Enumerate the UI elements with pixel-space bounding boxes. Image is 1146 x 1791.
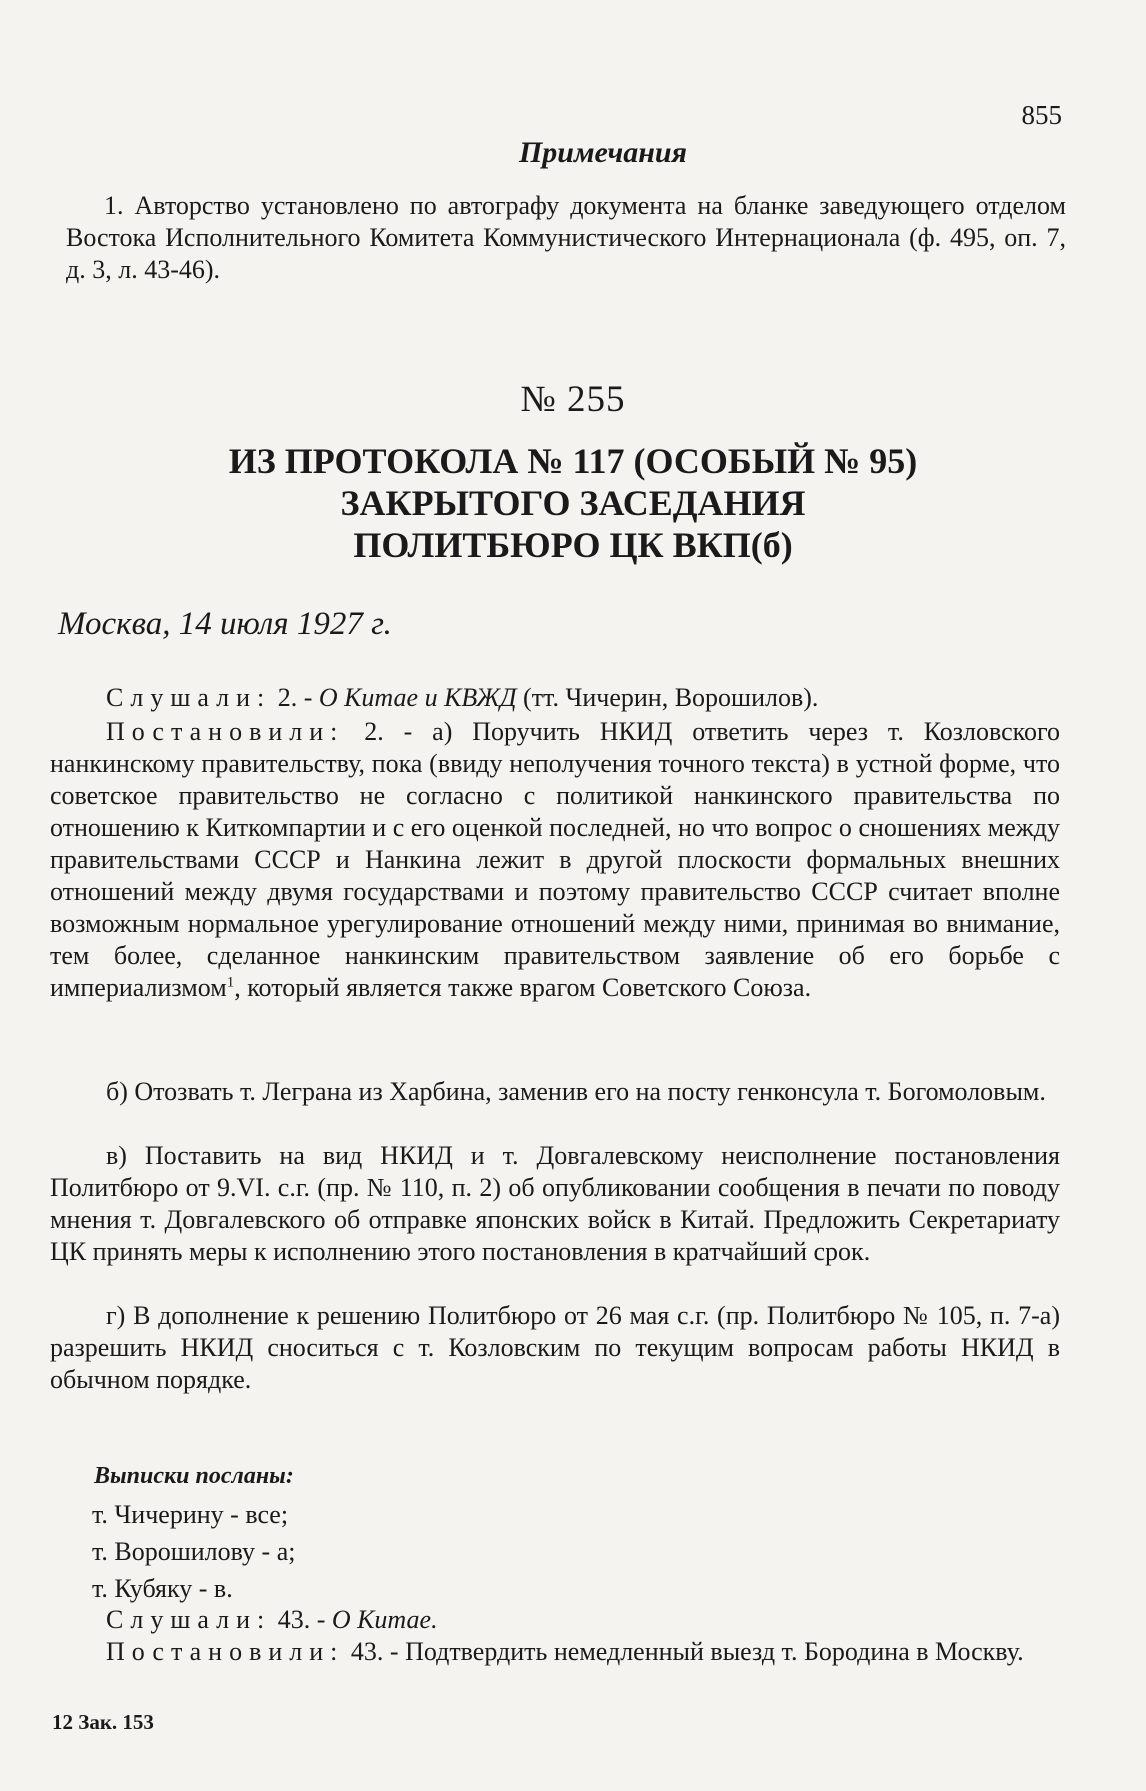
extracts-list: [92, 1496, 295, 1607]
list-item: т. Кубяку - в.: [92, 1574, 233, 1603]
place-date: Москва, 14 июля 1927 г.: [58, 606, 392, 642]
list-item: т. Ворошилову - а;: [92, 1537, 296, 1566]
document-title: [0, 440, 1146, 566]
notes-heading: Примечания: [518, 136, 688, 169]
resolved-label: Постановили:: [106, 717, 345, 746]
title-line: ПОЛИТБЮРО ЦК ВКП(б): [353, 525, 793, 565]
list-item: т. Чичерину - все;: [92, 1500, 289, 1529]
heard-topic: О Китае.: [331, 1605, 438, 1634]
resolution-text-end: , который является также врагом Советского Союза.: [234, 973, 812, 1002]
document-number: № 255: [520, 379, 626, 420]
heard-participants: (тт. Чичерин, Ворошилов).: [523, 683, 819, 712]
heard-number: 43. -: [277, 1605, 326, 1634]
title-line: ЗАКРЫТОГО ЗАСЕДАНИЯ: [340, 483, 806, 523]
note-paragraph: 1. Авторство установлено по автографу документа на бланке заведующего отделом Востока Исполнительного Комитета Коммунистического Интернационала (ф. 495, оп. 7, д. 3, л. 43-46).: [66, 191, 1066, 284]
extracts-heading: Выписки посланы:: [94, 1463, 294, 1489]
heard-label: Слушали:: [106, 1605, 272, 1634]
heard-label: Слушали:: [106, 683, 272, 712]
heard-paragraph: [50, 682, 1060, 714]
resolution-text: 43. - Подтвердить немедленный выезд т. Бородина в Москву.: [350, 1637, 1024, 1666]
resolution-paragraph-a: [50, 716, 1060, 1004]
resolution-paragraph-v: в) Поставить на вид НКИД и т. Довгалевскому неисполнение постановления Политбюро от 9.VI. с.г. (пр. № 110, п. 2) об опубликовании сообщения в печати по поводу мнения т. Довгалевского об отправке японских войск в Китай. Предложить Секретариату ЦК принять меры к исполнению этого постановления в кратчайший срок.: [50, 1141, 1060, 1266]
resolution-text: 2. - а) Поручить НКИД ответить через т. Козловского нанкинскому правительству, пока (ввиду неполучения точного текста) в устной форме, что советское правительство не согласно с политикой нанкинского правительства по отношению к Киткомпартии и с его оценкой последней, но что вопрос о сношениях между правительствами СССР и Нанкина лежит в другой плоскости формальных внешних отношений между двумя государствами и поэтому правительство СССР считает вполне возможным нормальное урегулирование отношений между ними, принимая во внимание, тем более, сделанное нанкинским правительством заявление об его борьбе с империализмом: [50, 717, 1060, 1002]
resolution-paragraph-43: [50, 1636, 1060, 1668]
heard-number: 2. -: [277, 683, 313, 712]
title-line: ИЗ ПРОТОКОЛА № 117 (ОСОБЫЙ № 95): [228, 441, 918, 481]
heard-paragraph-43: [50, 1604, 1060, 1636]
resolution-paragraph-g: г) В дополнение к решению Политбюро от 26 мая с.г. (пр. Политбюро № 105, п. 7-а) разрешить НКИД сноситься с т. Козловским по текущим вопросам работы НКИД в обычном порядке.: [50, 1301, 1060, 1394]
resolved-label: Постановили:: [106, 1637, 345, 1666]
footnote-reference: 1: [226, 974, 235, 991]
printing-mark: 12 Зак. 153: [52, 1710, 154, 1734]
page-number: 855: [1021, 100, 1062, 130]
resolution-paragraph-b: б) Отозвать т. Леграна из Харбина, заменив его на посту генконсула т. Богомоловым.: [106, 1077, 1046, 1106]
heard-topic: О Китае и КВЖД: [318, 683, 517, 712]
